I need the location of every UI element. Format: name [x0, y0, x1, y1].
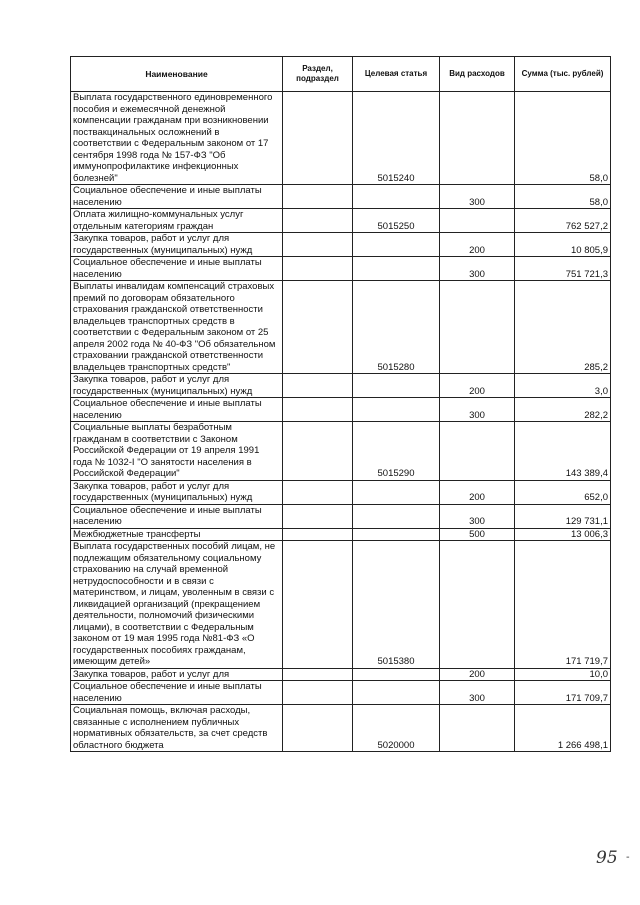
cell-section — [283, 528, 353, 541]
page-dash: - — [626, 852, 630, 863]
cell-name: Социальное обеспечение и иные выплаты населению — [71, 681, 283, 705]
header-amount: Сумма (тыс. рублей) — [515, 57, 611, 92]
header-target: Целевая статья — [353, 57, 440, 92]
table-row — [71, 541, 611, 669]
cell-expense — [440, 209, 515, 233]
cell-section — [283, 185, 353, 209]
cell-expense: 200 — [440, 374, 515, 398]
cell-name: Социальное обеспечение и иные выплаты населению — [71, 398, 283, 422]
table-row — [71, 374, 611, 398]
cell-name: Закупка товаров, работ и услуг для государственных (муниципальных) нужд — [71, 233, 283, 257]
cell-expense: 500 — [440, 528, 515, 541]
header-name: Наименование — [71, 57, 283, 92]
table-body — [71, 92, 611, 752]
cell-section — [283, 281, 353, 374]
table-row — [71, 233, 611, 257]
cell-amount: 751 721,3 — [515, 257, 611, 281]
table-row — [71, 281, 611, 374]
cell-target — [353, 504, 440, 528]
table-row — [71, 504, 611, 528]
cell-amount: 129 731,1 — [515, 504, 611, 528]
table-row — [71, 185, 611, 209]
cell-target: 5015290 — [353, 422, 440, 481]
cell-target — [353, 257, 440, 281]
cell-amount: 58,0 — [515, 92, 611, 185]
cell-expense: 300 — [440, 504, 515, 528]
cell-name: Выплата государственного единовременного пособия и ежемесячной денежной компенсации гражданам при возникновении поствакцинальных осложнений в соответствии с Федеральным законом от 17 сентября 1998 года № 157-ФЗ "Об иммунопрофилактике инфекционных болезней" — [71, 92, 283, 185]
cell-name: Межбюджетные трансферты — [71, 528, 283, 541]
cell-amount: 10,0 — [515, 668, 611, 681]
cell-target — [353, 398, 440, 422]
cell-section — [283, 257, 353, 281]
cell-name: Закупка товаров, работ и услуг для — [71, 668, 283, 681]
cell-expense — [440, 281, 515, 374]
cell-section — [283, 541, 353, 669]
cell-target: 5015250 — [353, 209, 440, 233]
cell-section — [283, 504, 353, 528]
budget-table — [70, 56, 611, 752]
cell-expense: 300 — [440, 398, 515, 422]
cell-section — [283, 209, 353, 233]
cell-expense: 200 — [440, 233, 515, 257]
header-section: Раздел, подраздел — [283, 57, 353, 92]
cell-target — [353, 480, 440, 504]
cell-name: Выплаты инвалидам компенсаций страховых премий по договорам обязательного страхования гражданской ответственности владельцев транспортных средств в соответствии с Федеральным законом от 25 апреля 2002 года № 40-ФЗ "Об обязательном страховании гражданской ответственности владельцев транспортных средств" — [71, 281, 283, 374]
table-row — [71, 681, 611, 705]
cell-target: 5015240 — [353, 92, 440, 185]
cell-section — [283, 398, 353, 422]
header-expense: Вид расходов — [440, 57, 515, 92]
page-number: 95 — [596, 848, 618, 868]
cell-section — [283, 681, 353, 705]
cell-expense: 200 — [440, 480, 515, 504]
cell-target — [353, 668, 440, 681]
cell-amount: 285,2 — [515, 281, 611, 374]
cell-expense: 300 — [440, 185, 515, 209]
cell-amount: 58,0 — [515, 185, 611, 209]
cell-name: Закупка товаров, работ и услуг для государственных (муниципальных) нужд — [71, 374, 283, 398]
cell-expense: 300 — [440, 681, 515, 705]
cell-target: 5015280 — [353, 281, 440, 374]
cell-expense — [440, 422, 515, 481]
cell-target — [353, 185, 440, 209]
cell-section — [283, 422, 353, 481]
table-row — [71, 422, 611, 481]
cell-amount: 282,2 — [515, 398, 611, 422]
cell-name: Социальное обеспечение и иные выплаты населению — [71, 257, 283, 281]
cell-expense — [440, 541, 515, 669]
cell-name: Закупка товаров, работ и услуг для государственных (муниципальных) нужд — [71, 480, 283, 504]
cell-expense: 200 — [440, 668, 515, 681]
cell-target: 5020000 — [353, 705, 440, 752]
cell-amount: 3,0 — [515, 374, 611, 398]
cell-expense: 300 — [440, 257, 515, 281]
cell-expense — [440, 705, 515, 752]
cell-section — [283, 668, 353, 681]
cell-amount: 10 805,9 — [515, 233, 611, 257]
cell-target: 5015380 — [353, 541, 440, 669]
cell-target — [353, 374, 440, 398]
header-row — [71, 57, 611, 92]
cell-name: Социальное обеспечение и иные выплаты населению — [71, 504, 283, 528]
table-row — [71, 398, 611, 422]
cell-target — [353, 528, 440, 541]
cell-amount: 762 527,2 — [515, 209, 611, 233]
table-row — [71, 668, 611, 681]
table-row — [71, 92, 611, 185]
cell-amount: 1 266 498,1 — [515, 705, 611, 752]
table-row — [71, 257, 611, 281]
cell-target — [353, 233, 440, 257]
cell-amount: 652,0 — [515, 480, 611, 504]
cell-section — [283, 374, 353, 398]
cell-name: Выплата государственных пособий лицам, не подлежащим обязательному социальному страхованию на случай временной нетрудоспособности и в связи с материнством, и лицам, уволенным в связи с ликвидацией организаций (прекращением деятельности, полномочий физическими лицами), в соответствии с Федеральным законом от 19 мая 1995 года №81-ФЗ «О государственных пособиях гражданам, имеющим детей» — [71, 541, 283, 669]
cell-amount: 143 389,4 — [515, 422, 611, 481]
table-row — [71, 705, 611, 752]
cell-name: Социальное обеспечение и иные выплаты населению — [71, 185, 283, 209]
table-row — [71, 528, 611, 541]
cell-name: Социальная помощь, включая расходы, связанные с исполнением публичных нормативных обязательств, за счет средств областного бюджета — [71, 705, 283, 752]
cell-section — [283, 705, 353, 752]
cell-amount: 171 709,7 — [515, 681, 611, 705]
cell-amount: 13 006,3 — [515, 528, 611, 541]
cell-expense — [440, 92, 515, 185]
cell-name: Социальные выплаты безработным гражданам в соответствии с Законом Российской Федерации от 19 апреля 1991 года № 1032-I "О занятости населения в Российской Федерации" — [71, 422, 283, 481]
cell-target — [353, 681, 440, 705]
cell-amount: 171 719,7 — [515, 541, 611, 669]
cell-name: Оплата жилищно-коммунальных услуг отдельным категориям граждан — [71, 209, 283, 233]
cell-section — [283, 480, 353, 504]
cell-section — [283, 233, 353, 257]
table-row — [71, 209, 611, 233]
cell-section — [283, 92, 353, 185]
table-row — [71, 480, 611, 504]
